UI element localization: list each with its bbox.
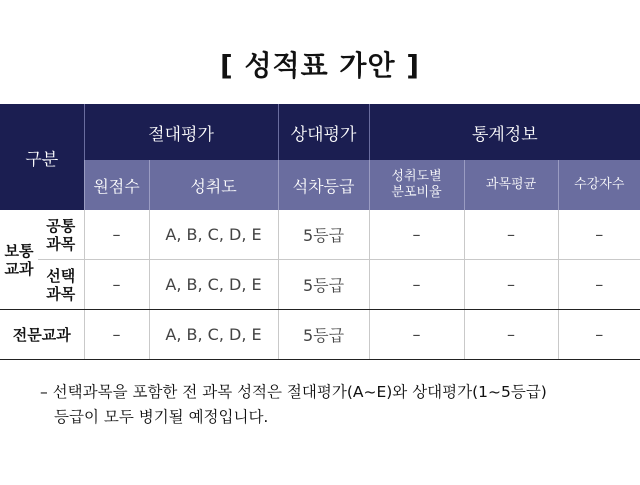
table-row bbox=[0, 310, 640, 360]
cell-raw-score: – bbox=[84, 210, 149, 260]
cell-distribution: – bbox=[369, 210, 464, 260]
footnote-line-1: – 선택과목을 포함한 전 과목 성적은 절대평가(A~E)와 상대평가(1~5등급) bbox=[40, 383, 547, 401]
page-title: [ 성적표 가안 ] bbox=[219, 49, 421, 82]
cell-achievement: A, B, C, D, E bbox=[149, 210, 278, 260]
subject-average-header: 과목평균 bbox=[464, 160, 558, 210]
general-subjects-label: 보통 교과 bbox=[0, 210, 38, 310]
rank-grade-header: 석차등급 bbox=[278, 160, 369, 210]
grade-table bbox=[0, 104, 640, 360]
achievement-header: 성취도 bbox=[149, 160, 278, 210]
cell-distribution: – bbox=[369, 260, 464, 310]
table-row bbox=[0, 260, 640, 310]
table-header-row-2 bbox=[0, 160, 640, 210]
category-header: 구분 bbox=[0, 104, 84, 210]
cell-average: – bbox=[464, 260, 558, 310]
relative-eval-header: 상대평가 bbox=[278, 104, 369, 160]
distribution-header: 성취도별 분포비율 bbox=[369, 160, 464, 210]
cell-raw-score: – bbox=[84, 260, 149, 310]
row-label-common: 공통 과목 bbox=[38, 210, 84, 260]
table-row bbox=[0, 210, 640, 260]
table-header-row-1 bbox=[0, 104, 640, 160]
footnote-line-2: 등급이 모두 병기될 예정입니다. bbox=[54, 408, 269, 426]
cell-enrollment: – bbox=[558, 210, 640, 260]
cell-rank-grade: 5등급 bbox=[278, 210, 369, 260]
cell-enrollment: – bbox=[558, 260, 640, 310]
cell-rank-grade: 5등급 bbox=[278, 310, 369, 360]
cell-enrollment: – bbox=[558, 310, 640, 360]
cell-achievement: A, B, C, D, E bbox=[149, 260, 278, 310]
cell-rank-grade: 5등급 bbox=[278, 260, 369, 310]
cell-average: – bbox=[464, 310, 558, 360]
row-label-specialized: 전문교과 bbox=[0, 310, 84, 360]
cell-raw-score: – bbox=[84, 310, 149, 360]
row-label-elective: 선택 과목 bbox=[38, 260, 84, 310]
cell-distribution: – bbox=[369, 310, 464, 360]
enrollment-header: 수강자수 bbox=[558, 160, 640, 210]
cell-average: – bbox=[464, 210, 558, 260]
stats-info-header: 통계정보 bbox=[369, 104, 640, 160]
raw-score-header: 원점수 bbox=[84, 160, 149, 210]
footnote bbox=[40, 380, 620, 430]
absolute-eval-header: 절대평가 bbox=[84, 104, 278, 160]
cell-achievement: A, B, C, D, E bbox=[149, 310, 278, 360]
